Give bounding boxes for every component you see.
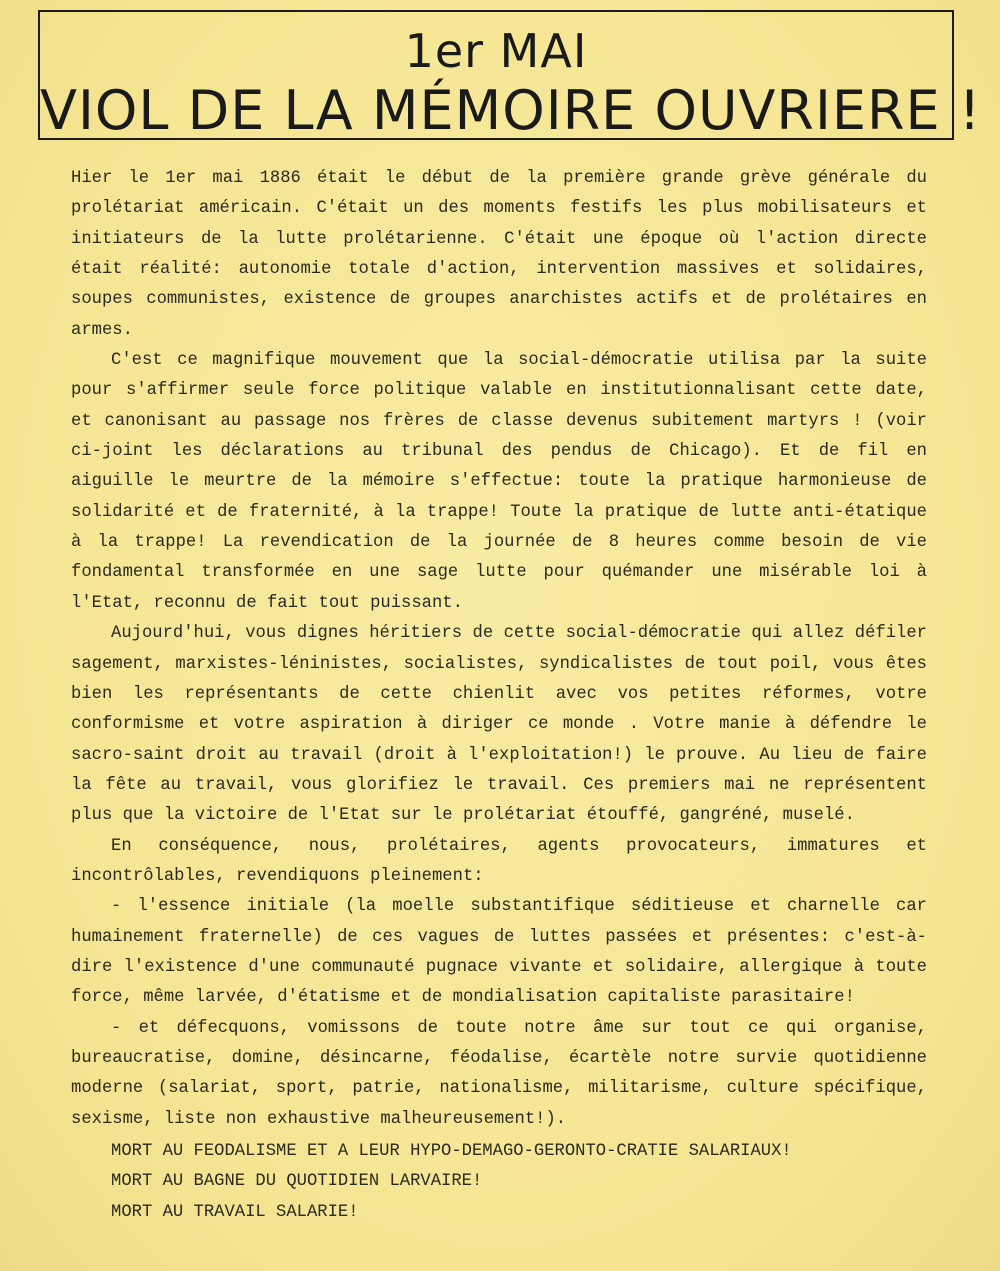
paragraph-history: Hier le 1er mai 1886 était le début de la première grande grève générale du prolétariat américain. C'était un des moments festifs les plus mobilisateurs et initiateurs de la lutte prolétarienne. C'était une époque où l'action directe était réalité: autonomie totale d'action, intervention massives et solidaires, soupes communistes, existence de groupes anarchistes actifs et de prolétaires en armes. — [71, 169, 927, 340]
slogan-line: MORT AU BAGNE DU QUOTIDIEN LARVAIRE! — [111, 1172, 483, 1192]
body-text — [71, 164, 927, 1135]
slogans — [111, 1137, 792, 1228]
slogan-line: MORT AU FEODALISME ET A LEUR HYPO-DEMAGO-GERONTO-CRATIE SALARIAUX! — [111, 1142, 792, 1161]
paragraph-social-democracy: C'est ce magnifique mouvement que la social-démocratie utilisa par la suite pour s'affirmer seule force politique valable en institutionnalisant cette date, et canonisant au passage nos frères de classe devenus subitement martyrs ! (voir ci-joint les déclarations au tribunal des pendus de Chicago). Et de fil en aiguille le meurtre de la mémoire s'effectue: toute la pratique harmonieuse de solidarité et de fraternité, à la trappe! Toute la pratique de lutte anti-étatique à la trappe! La revendication de la journée de 8 heures comme besoin de vie fondamental transformée en une sage lutte pour quémander une misérable loi à l'Etat, reconnu de fait tout puissant. — [71, 351, 927, 613]
title-date: 1er MAI — [404, 24, 588, 78]
title-box — [38, 10, 982, 142]
title-headline: VIOL DE LA MÉMOIRE OUVRIERE ! — [40, 79, 982, 142]
claim-item-essence: - l'essence initiale (la moelle substantifique séditieuse et charnelle car humainement fraternelle) de ces vagues de luttes passées et présentes: c'est-à-dire l'existence d'une communauté pugnace vivante et solidaire, allergique à toute force, même larvée, d'étatisme et de mondialisation capitaliste parasitaire! — [71, 897, 927, 1008]
claim-item-reject: - et défecquons, vomissons de toute notre âme sur tout ce qui organise, bureaucratise, domine, désincarne, féodalise, écartèle notre survie quotidienne moderne (salariat, sport, patrie, nationalisme, militarisme, culture spécifique, sexisme, liste non exhaustive malheureusement!). — [71, 1018, 927, 1129]
paragraph-consequence: En conséquence, nous, prolétaires, agents provocateurs, immatures et incontrôlables, revendiquons pleinement: — [71, 836, 927, 886]
paragraph-today: Aujourd'hui, vous dignes héritiers de cette social-démocratie qui allez défiler sagement, marxistes-léninistes, socialistes, syndicalistes de tout poil, vous êtes bien les représentants de cette chienlit avec vos petites réformes, votre conformisme et votre aspiration à diriger ce monde . Votre manie à défendre le sacro-saint droit au travail (droit à l'exploitation!) le prouve. Au lieu de faire la fête au travail, vous glorifiez le travail. Ces premiers mai ne représentent plus que la victoire de l'Etat sur le prolétariat étouffé, gangréné, muselé. — [71, 624, 927, 826]
slogan-line: MORT AU TRAVAIL SALARIE! — [111, 1202, 359, 1222]
